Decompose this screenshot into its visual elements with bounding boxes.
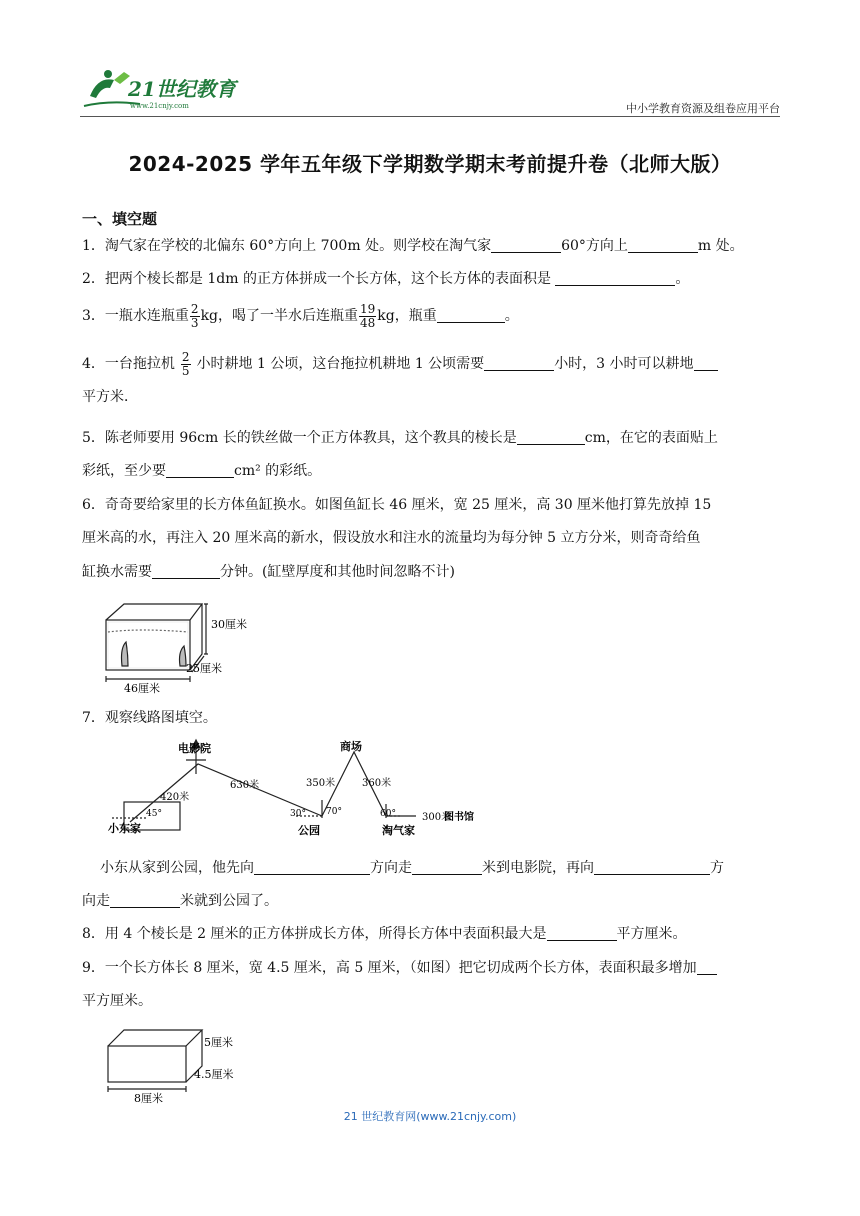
- question-2: 2．把两个棱长都是 1dm 的正方体拼成一个长方体，这个长方体的表面积是 。: [82, 271, 690, 287]
- distance-300: 300米: [422, 812, 452, 823]
- answer-blank[interactable]: [555, 269, 675, 286]
- tank-width-label: 25厘米: [186, 662, 222, 675]
- tank-length-label: 46厘米: [124, 682, 160, 695]
- logo-text: 21世纪教育: [128, 77, 236, 101]
- answer-blank[interactable]: [152, 562, 220, 579]
- label-cinema: 电影院: [178, 742, 211, 755]
- answer-blank[interactable]: [594, 858, 710, 875]
- question-5-cont: 彩纸，至少要 cm² 的彩纸。: [82, 463, 322, 479]
- route-map-figure: [100, 738, 500, 842]
- question-6: 6．奇奇要给家里的长方体鱼缸换水。如图鱼缸长 46 厘米，宽 25 厘米，高 30 厘米他打算先放掉 15: [82, 497, 712, 513]
- answer-blank[interactable]: [697, 958, 717, 975]
- logo: [80, 66, 250, 112]
- angle-45: 45°: [146, 809, 162, 819]
- question-9-cont: 平方厘米。: [82, 993, 152, 1009]
- angle-30: 30°: [290, 809, 306, 819]
- question-7: 7．观察线路图填空。: [82, 710, 217, 726]
- answer-blank[interactable]: [517, 428, 585, 445]
- question-9: 9．一个长方体长 8 厘米，宽 4.5 厘米，高 5 厘米，（如图）把它切成两个长方体，表面积最多增加: [82, 952, 782, 985]
- distance-630: 630米: [230, 780, 260, 791]
- question-4-cont: 平方米．: [82, 389, 138, 405]
- fraction: $\frac{19}{48}$: [360, 301, 376, 330]
- label-home: 小东家: [108, 822, 141, 835]
- angle-60: 60°: [380, 809, 396, 819]
- page-title: 2024-2025 学年五年级下学期数学期末考前提升卷（北师大版）: [128, 152, 732, 176]
- answer-blank[interactable]: [437, 306, 505, 323]
- header-divider: [80, 116, 780, 117]
- label-taoqi-home: 淘气家: [382, 824, 415, 837]
- label-library: 图书馆: [444, 812, 474, 823]
- tank-height-label: 30厘米: [211, 618, 247, 631]
- section-title: 一、填空题: [82, 210, 158, 228]
- question-5: 5．陈老师要用 96cm 长的铁丝做一个正方体教具，这个教具的棱长是 cm，在它的表面贴上: [82, 430, 718, 446]
- angle-70: 70°: [326, 807, 342, 817]
- label-mall: 商场: [340, 740, 362, 753]
- question-6-line3: 缸换水需要 分钟。(缸壁厚度和其他时间忽略不计): [82, 564, 455, 580]
- logo-url: www.21cnjy.com: [130, 102, 189, 110]
- fraction: $\frac{2}{5}$: [181, 349, 190, 378]
- answer-blank[interactable]: [694, 354, 718, 371]
- distance-420: 420米: [160, 792, 190, 803]
- footer: 21 世纪教育网(www.21cnjy.com): [343, 1110, 517, 1123]
- box-length-label: 8厘米: [134, 1092, 163, 1104]
- label-park: 公园: [298, 824, 320, 837]
- question-8: 8．用 4 个棱长是 2 厘米的正方体拼成长方体，所得长方体中表面积最大是 平方厘米。: [82, 926, 687, 942]
- question-4: 4．一台拖拉机 $\frac{2}{5}$ 小时耕地 1 公顷，这台拖拉机耕地 1 公顷需要 小时，3 小时可以耕地: [82, 348, 782, 381]
- answer-blank[interactable]: [254, 858, 370, 875]
- answer-blank[interactable]: [491, 236, 561, 253]
- answer-blank[interactable]: [110, 891, 180, 908]
- question-7-line2: 小东从家到公园，他先向 方向走 米到电影院，再向 方: [100, 860, 724, 876]
- box-height-label: 5厘米: [204, 1036, 233, 1049]
- fraction: $\frac{2}{3}$: [190, 301, 199, 330]
- answer-blank[interactable]: [628, 236, 698, 253]
- answer-blank[interactable]: [547, 924, 617, 941]
- question-7-line3: 向走 米就到公园了。: [82, 893, 278, 909]
- platform-name: 中小学教育资源及组卷应用平台: [626, 102, 780, 115]
- box-figure: [100, 1026, 260, 1104]
- answer-blank[interactable]: [484, 354, 554, 371]
- answer-blank[interactable]: [166, 461, 234, 478]
- page-header: [80, 66, 780, 116]
- question-6-line2: 厘米高的水，再注入 20 厘米高的新水，假设放水和注水的流量均为每分钟 5 立方分米，则奇奇给鱼: [82, 530, 701, 546]
- question-3: 3．一瓶水连瓶重 $\frac{2}{3}$ kg，喝了一半水后连瓶重 $\frac{19}{48}$ kg，瓶重 。: [82, 301, 519, 330]
- distance-350: 350米: [306, 778, 336, 789]
- answer-blank[interactable]: [412, 858, 482, 875]
- fish-tank-figure: [100, 598, 270, 698]
- distance-360: 360米: [362, 778, 392, 789]
- box-width-label: 4.5厘米: [194, 1068, 234, 1081]
- question-1: 1．淘气家在学校的北偏东 60°方向上 700m 处。则学校在淘气家 60°方向上 m 处。: [82, 238, 744, 254]
